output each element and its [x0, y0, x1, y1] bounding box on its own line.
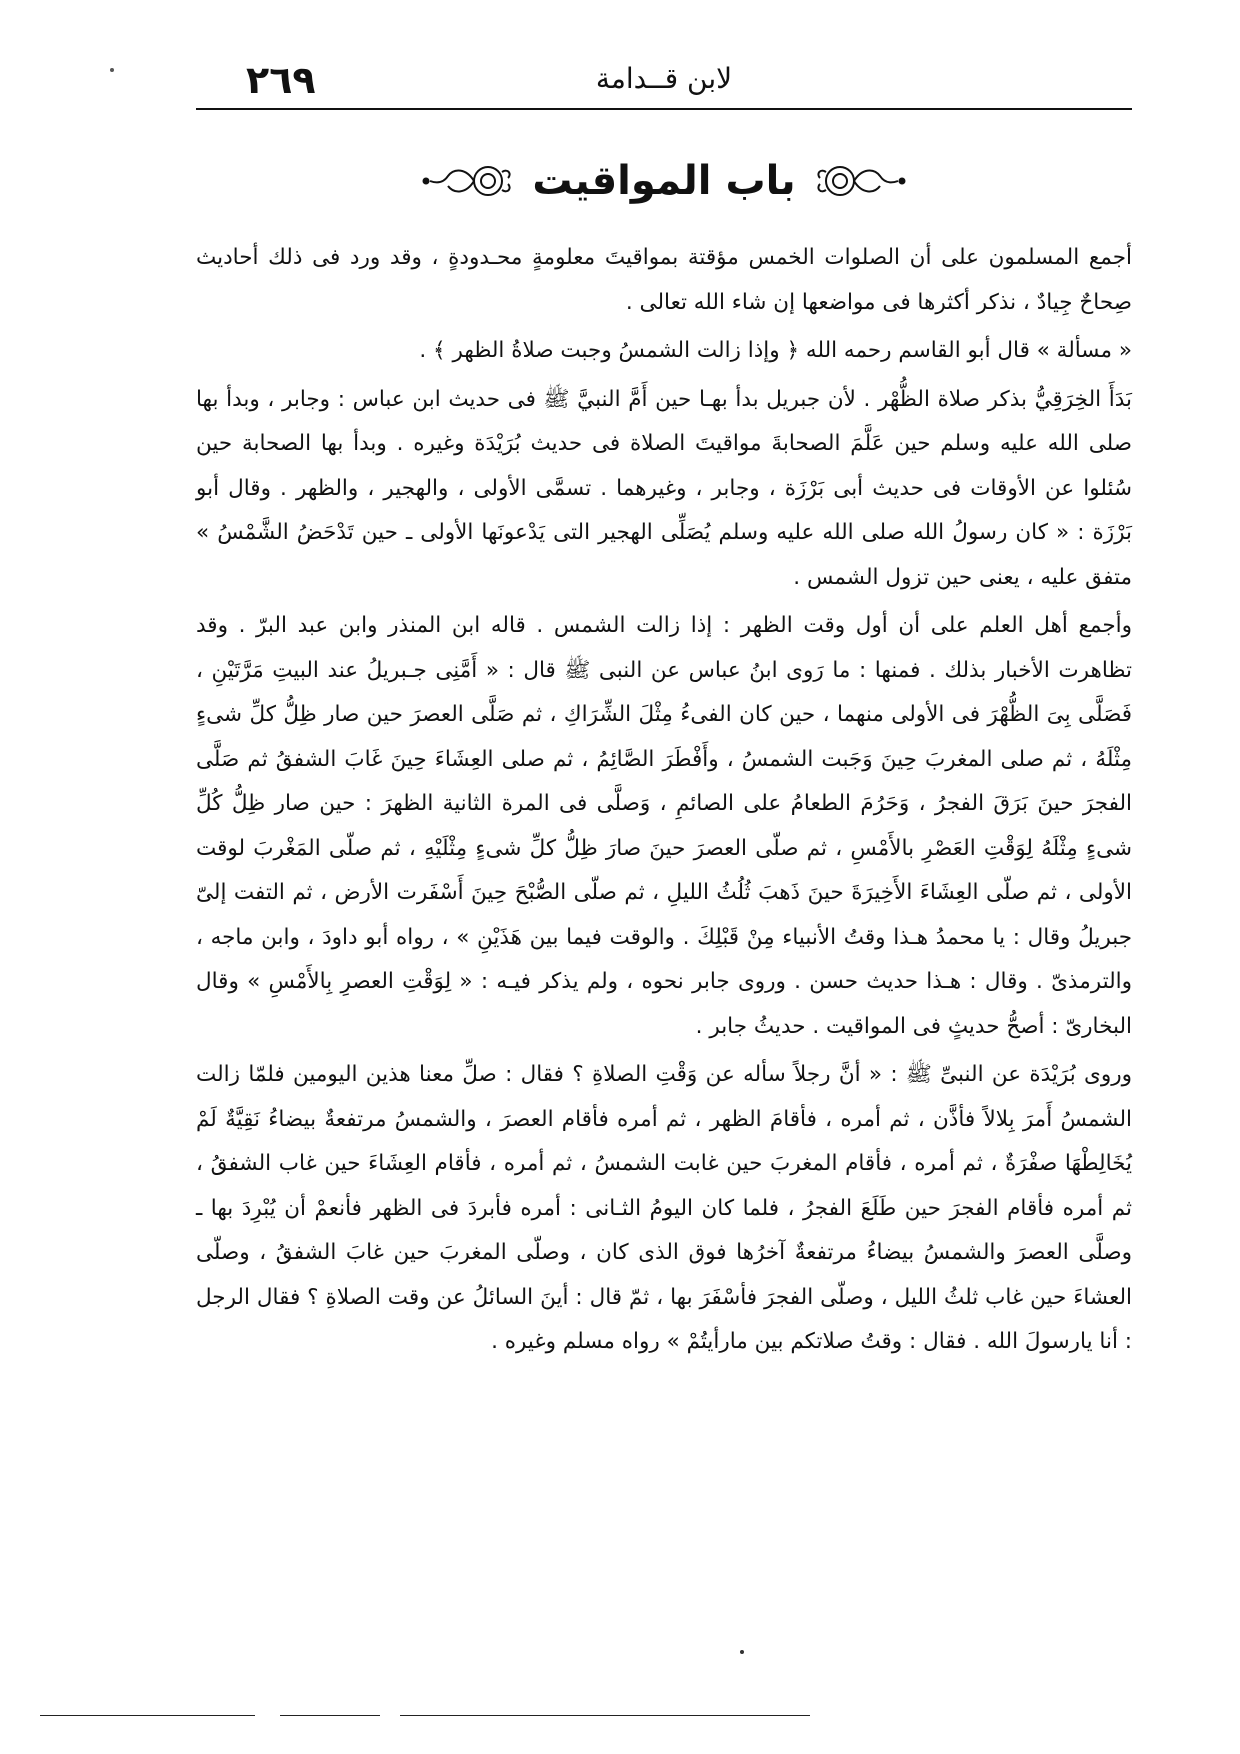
header-rule: [196, 108, 1132, 110]
chapter-title: باب المواقيت: [532, 158, 796, 204]
paragraph-intro: أجمع المسلمون على أن الصلوات الخمس مؤقتة بمواقيتَ معلومةٍ محـدودةٍ ، وقد ورد فى ذلك أحاديث صِحاحٌ جِيادٌ ، نذكر أكثرها فى مواضعها إن شاء الله تعالى .: [196, 245, 1132, 315]
arabesque-ornament-icon: [418, 158, 514, 204]
footer-rule: [400, 1715, 810, 1716]
margin-dot: [110, 68, 114, 72]
paragraph-masala: « مسألة » قال أبو القاسم رحمه الله ﴿ وإذا زالت الشمسُ وجبت صلاةُ الظهر ﴾ .: [419, 338, 1132, 363]
footer-rule: [280, 1715, 380, 1716]
body-text: [196, 236, 1132, 1365]
page-number: ٢٦٩: [246, 58, 316, 102]
running-title: لابن قــدامة: [595, 62, 733, 95]
page-header: [196, 50, 1132, 110]
footer-rule: [40, 1715, 255, 1716]
paragraph-buraydah: وروى بُرَيْدَة عن النبىِّ ﷺ : « أنَّ رجلاً سأله عن وَقْتِ الصلاةِ ؟ فقال : صلِّ معنا هذين اليومين فلمّا زالت الشمسُ أَمرَ بِلالاً فأذَّن ، ثم أمره ، فأقامَ الظهر ، ثم أمره فأقام العصرَ ، والشمسُ مرتفعةٌ بيضاءُ نَقِيَّةٌ لَمْ يُخَالِطْهَا صفْرَةٌ ، ثم أمره ، فأقام المغربَ حين غابت الشمسُ ، ثم أمره ، فأقام العِشَاءَ حين غاب الشفقُ ، ثم أمره فأقام الفجرَ حين طَلَعَ الفجرُ ، فلما كان اليومُ الثـانى : أمره فأبردَ فى الظهر فأنعمْ أن يُبْرِدَ بها ـ وصلَّى العصرَ والشمسُ بيضاءُ مرتفعةٌ آخرُها فوق الذى كان ، وصلّى المغربَ حين غابَ الشفقُ ، وصلّى العشاءَ حين غاب ثلثُ الليل ، وصلّى الفجرَ فأسْفَرَ بها ، ثمّ قال : أينَ السائلُ عن وقت الصلاةِ ؟ فقال الرجل : أنا يارسولَ الله . فقال : وقتُ صلاتكم بين مارأيتُمْ » رواه مسلم وغيره .: [196, 1062, 1132, 1354]
arabesque-ornament-icon: [814, 158, 910, 204]
chapter-heading: [196, 146, 1132, 216]
paragraph-ijma: وأجمع أهل العلم على أن أول وقت الظهر : إذا زالت الشمس . قاله ابن المنذر وابن عبد البرّ . وقد تظاهرت الأخبار بذلك . فمنها : ما رَوى ابنُ عباس عن النبى ﷺ قال : « أَمَّنِى جـبريلُ عند البيتِ مَرَّتَيْنِ ، فَصَلَّى بِىَ الظُّهْرَ فى الأولى منهما ، حين كان الفىءُ مِثْلَ الشِّرَاكِ ، ثم صَلَّى العصرَ حين صار ظِلُّ كلِّ شىءٍ مِثْلَهُ ، ثم صلى المغربَ حِينَ وَجَبت الشمسُ ، وأَفْطَرَ الصَّائِمُ ، ثم صلى العِشَاءَ حِينَ غَابَ الشفقُ ثم صَلَّى الفجرَ حينَ بَرَقَ الفجرُ ، وَحَرُمَ الطعامُ على الصائمِ ، وَصلَّى فى المرة الثانية الظهرَ : حين صار ظِلُّ كُلِّ شىءٍ مِثْلَهُ لِوَقْتِ العَصْرِ بالأَمْسِ ، ثم صلّى العصرَ حينَ صارَ ظِلُّ كلِّ شىءٍ مِثْلَيْهِ ، ثم صلّى المَغْربَ لوقت الأولى ، ثم صلّى العِشَاءَ الأَخِيرَةَ حينَ ذَهبَ ثُلُثُ الليلِ ، ثم صلّى الصُّبْحَ حِينَ أَسْفَرت الأرض ، ثم التفت إلىّ جبريلُ وقال : يا محمدُ هـذا وقتُ الأنبياء مِنْ قَبْلِكَ . والوقت فيما بين هَذَيْنِ » ، رواه أبو داودَ ، وابن ماجه ، والترمذىّ . وقال : هـذا حديث حسن . وروى جابر نحوه ، ولم يذكر فيـه : « لِوَقْتِ العصرِ بِالأَمْسِ » وقال البخارىّ : أصحُّ حديثٍ فى المواقيت . حديثُ جابر .: [196, 613, 1132, 1039]
footer-dot: [740, 1650, 744, 1654]
paragraph-khiraqi: بَدَأَ الخِرَقِيُّ بذكر صلاة الظُّهْر . لأن جبريل بدأ بهـا حين أَمَّ النبيَّ ﷺ فى حديث ابن عباس : وجابر ، وبدأ بها صلى الله عليه وسلم حين عَلَّمَ الصحابةَ مواقيتَ الصلاة فى حديث بُرَيْدَة وغيره . وبدأ بها الصحابة حين سُئلوا عن الأوقات فى حديث أبى بَرْزَة ، وجابر ، وغيرهما . تسمَّى الأولى ، والهجير ، والظهر . وقال أبو بَرْزَة : « كان رسولُ الله صلى الله عليه وسلم يُصَلِّى الهجير التى يَدْعونَها الأولى ـ حين تَدْحَضُ الشَّمْسُ » متفق عليه ، يعنى حين تزول الشمس .: [196, 386, 1132, 590]
